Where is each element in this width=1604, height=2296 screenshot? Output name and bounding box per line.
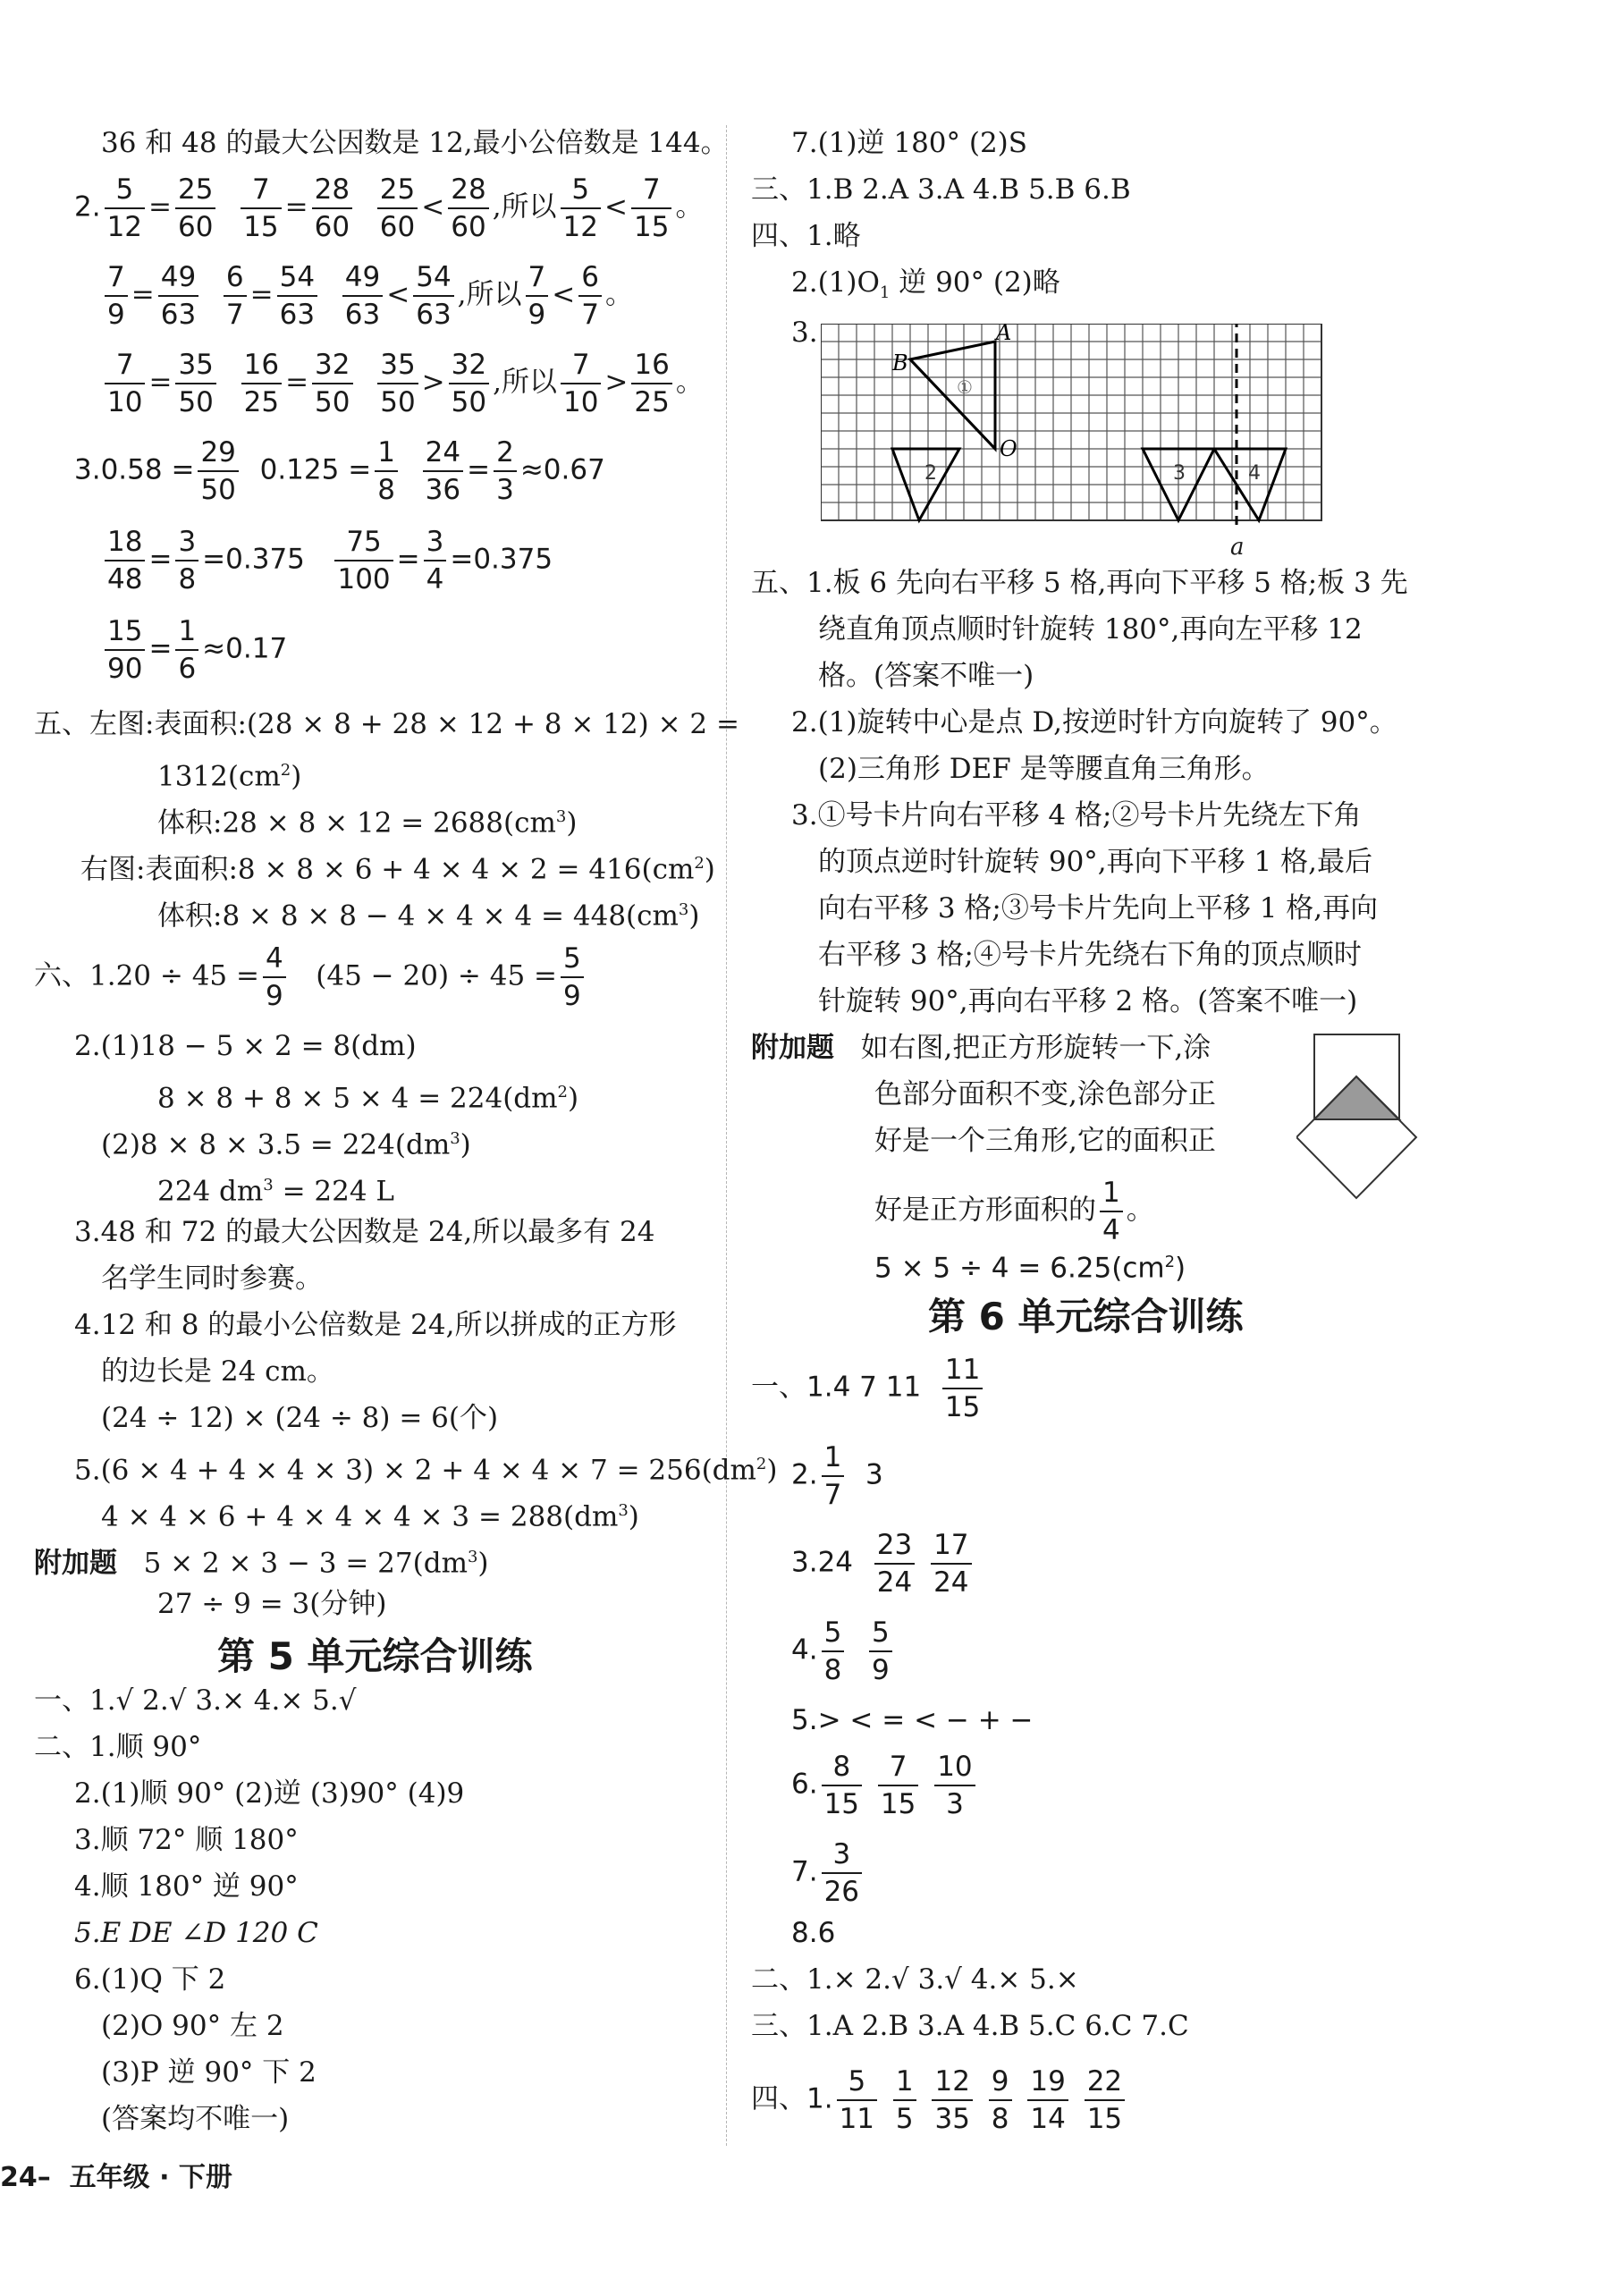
answer-line: $(2)8 \times 8 \times 3.5 = 224(dm^3)$ <box>101 1128 471 1161</box>
answer-line: 一、1.4 7 11 $\frac{11}{15}$ <box>751 1352 986 1425</box>
answer-line: 2.(1)顺 90° (2)逆 (3)90° (4)9 <box>74 1777 465 1810</box>
column-divider <box>726 125 727 2146</box>
answer-line: 针旋转 90°,再向右平移 2 格。(答案不唯一) <box>818 985 1358 1017</box>
answer-line: 右图:表面积:8 × $8 \times 6 + 4 \times 4 \times 2 = 416(cm^2)$ <box>80 853 715 886</box>
answer-line: 二、1.× 2.√ 3.√ 4.× 5.× <box>751 1963 1079 1996</box>
answer-line: 五、左图:表面积:(28 × 8 + 28 × 12 + 8 × 12) × 2 = <box>34 708 739 740</box>
answer-line: (3)P 逆 90° 下 2 <box>101 2056 317 2089</box>
answer-line: (答案均不唯一) <box>101 2103 290 2135</box>
answer-line: 四、1. $\frac{5}{11}$ $\frac{1}{5}$ $\frac{12}{35}$ $\frac{9}{8}$ $\frac{19}{14}$ $\frac{22}{15}$ <box>751 2064 1128 2137</box>
answer-line: 3.顺 72° 顺 180° <box>74 1824 299 1856</box>
shape-label-3: 3 <box>1173 462 1186 485</box>
answer-line: 好是正方形面积的 $\frac{1}{4}$ 。 <box>874 1177 1154 1246</box>
answer-line: 27 ÷ 9 = 3(分钟) <box>157 1588 387 1620</box>
page-number: 24 <box>0 2162 38 2193</box>
answer-line: 3.48 和 72 的最大公因数是 24,所以最多有 24 <box>74 1216 655 1248</box>
answer-line: 一、1.√ 2.√ 3.× 4.× 5.√ <box>34 1684 357 1717</box>
answer-line: (2)三角形 DEF 是等腰直角三角形。 <box>818 753 1270 785</box>
decimal-fraction-line: $\frac{18}{48}$ = $\frac{3}{8}$ =0.375 $\frac{75}{100}$ = $\frac{3}{4}$ =0.375 <box>101 524 553 597</box>
answer-line: 4. $\frac{5}{8}$ $\frac{5}{9}$ <box>791 1615 896 1688</box>
answer-line: 6. $\frac{8}{15}$ $\frac{7}{15}$ $\frac{10}{3}$ <box>791 1749 979 1822</box>
shape-label-1: ① <box>957 376 973 398</box>
answer-line: 36 和 48 的最大公因数是 12,最小公倍数是 144。 <box>101 127 729 159</box>
answer-line: 色部分面积不变,涂色部分正 <box>874 1078 1216 1110</box>
page-footer: 24– 五年级 · 下册 <box>0 2162 232 2193</box>
decimal-fraction-line: $\frac{15}{90}$ = $\frac{1}{6}$ ≈0.17 <box>101 613 287 687</box>
answer-line: (24 ÷ 12) × (24 ÷ 8) = 6(个) <box>101 1402 499 1434</box>
answer-line: 2.(1)18 − 5 × 2 = 8(dm) <box>74 1030 417 1062</box>
answer-line: 2. $\frac{1}{7}$ 3 <box>791 1441 883 1511</box>
answer-line: $2.(1)O_1$ 逆 90° (2)略 <box>791 266 1060 303</box>
answer-line: 7. $\frac{3}{26}$ <box>791 1836 865 1910</box>
answer-line: (2)O 90° 左 2 <box>101 2010 284 2042</box>
answer-line: $5.(6 \times 4 + 4 \times 4 \times 3) \times 2 + 4 \times 4 \times 7 = 256(dm^2)$ <box>74 1454 778 1487</box>
point-label-b: B <box>892 350 908 376</box>
answer-line: 6.(1)Q 下 2 <box>74 1963 226 1996</box>
answer-line: 四、1.略 <box>751 220 861 252</box>
answer-line: 5.> < = < − + − <box>791 1704 1034 1736</box>
fraction-compare-line: $\frac{7}{9}$ = $\frac{49}{63}$ $\frac{6}{7}$ = $\frac{54}{63}$ $\frac{49}{63}$ < $\frac{54}{63}$ ,所以 $\frac{7}{9}$ < $\frac{6}{7}$ 。 <box>101 259 633 333</box>
book-grade: 五年级 · 下册 <box>69 2162 232 2193</box>
answer-line: 右平移 3 格;④号卡片先绕右下角的顶点顺时 <box>818 939 1362 971</box>
bonus-label: 附加题 <box>751 1032 834 1064</box>
answer-line: 3.24 $\frac{23}{24}$ $\frac{17}{24}$ <box>791 1527 975 1600</box>
unit-5-heading: 第 5 单元综合训练 <box>217 1634 533 1678</box>
answer-line: 体积:8 × $8 \times 8 - 4 \times 4 \times 4 = 448(cm^3)$ <box>157 899 700 933</box>
answer-line: 好是一个三角形,它的面积正 <box>874 1125 1216 1157</box>
answer-line: 绕直角顶点顺时针旋转 180°,再向左平移 12 <box>818 613 1363 646</box>
bonus-question-line: 附加题 如右图,把正方形旋转一下,涂 <box>751 1032 1211 1064</box>
answer-line: $5 \times 5 \div 4 = 6.25(cm^2)$ <box>874 1252 1186 1285</box>
shaded-triangle <box>1314 1076 1399 1119</box>
answer-line: 8.6 <box>791 1917 836 1949</box>
answer-line: 名学生同时参赛。 <box>101 1262 323 1295</box>
answer-line: 的边长是 24 cm。 <box>101 1355 334 1388</box>
answer-line: 4.12 和 8 的最小公倍数是 24,所以拼成的正方形 <box>74 1309 677 1341</box>
answer-line: $4 \times 4 \times 6 + 4 \times 4 \times 4 \times 3 = 288(dm^3)$ <box>101 1500 639 1533</box>
shape-label-4: 4 <box>1248 462 1261 485</box>
triangle-1-edge <box>910 359 995 449</box>
answer-line: 5.E DE ∠D 120 C <box>74 1917 318 1949</box>
answer-line: 4.顺 180° 逆 90° <box>74 1870 299 1903</box>
decimal-fraction-line: 3.0.58 = $\frac{29}{50}$ 0.125 = $\frac{1}{8}$ $\frac{24}{36}$ = $\frac{2}{3}$ ≈0.67 <box>74 436 605 506</box>
answer-line: 2.(1)旋转中心是点 D,按逆时针方向旋转了 90°。 <box>791 706 1397 739</box>
answer-line: 三、1.A 2.B 3.A 4.B 5.C 6.C 7.C <box>751 2010 1189 2042</box>
answer-line: 体积:28 × $8 \times 12 = 2688(cm^3)$ <box>157 806 578 840</box>
point-label-a-upper: A <box>996 324 1012 345</box>
answer-line: 3.①号卡片向右平移 4 格;②号卡片先绕左下角 <box>791 799 1362 831</box>
fraction-compare-line: $\frac{7}{10}$ = $\frac{35}{50}$ $\frac{16}{25}$ = $\frac{32}{50}$ $\frac{35}{50}$ > $\frac{32}{50}$ ,所以 $\frac{7}{10}$ > $\frac{16}{25}$ 。 <box>101 347 704 420</box>
answer-line: $8 \times 8 + 8 \times 5 \times 4 = 224(dm^2)$ <box>157 1082 579 1115</box>
answer-line: 7.(1)逆 180° (2)S <box>791 127 1028 159</box>
axis-label-a: a <box>1230 534 1245 561</box>
answer-line: 224 $dm^3 = 224$ L <box>157 1175 395 1208</box>
grid-transformation-figure <box>821 324 1327 531</box>
answer-line: 三、1.B 2.A 3.A 4.B 5.B 6.B <box>751 173 1131 206</box>
rotated-square-figure <box>1296 1030 1431 1209</box>
answer-line: 二、1.顺 90° <box>34 1731 202 1763</box>
answer-line: 格。(答案不唯一) <box>818 660 1034 692</box>
shape-label-2: 2 <box>924 462 937 485</box>
answer-line: 六、1.20 ÷ 45 = $\frac{4}{9}$ (45 − 20) ÷ 45 = $\frac{5}{9}$ <box>34 941 587 1014</box>
answer-line: 3. <box>791 317 818 349</box>
point-label-o: O <box>1000 436 1017 461</box>
answer-line: 向右平移 3 格;③号卡片先向上平移 1 格,再向 <box>818 892 1379 924</box>
bonus-label: 附加题 <box>34 1547 117 1580</box>
answer-line: 五、1.板 6 先向右平移 5 格,再向下平移 5 格;板 3 先 <box>751 567 1408 599</box>
unit-6-heading: 第 6 单元综合训练 <box>928 1295 1244 1338</box>
bonus-question-line: 附加题 $5 \times 2 \times 3 - 3 = 27(dm^3)$ <box>34 1547 489 1580</box>
answer-line: 的顶点逆时针旋转 90°,再向下平移 1 格,最后 <box>818 846 1372 878</box>
fraction-compare-line: 2. $\frac{5}{12}$ = $\frac{25}{60}$ $\frac{7}{15}$ = $\frac{28}{60}$ $\frac{25}{60}$ < $\frac{28}{60}$ ,所以 $\frac{5}{12}$ < $\frac{7}{15}$ 。 <box>74 173 704 243</box>
answer-line: $1312(cm^2)$ <box>157 760 302 793</box>
